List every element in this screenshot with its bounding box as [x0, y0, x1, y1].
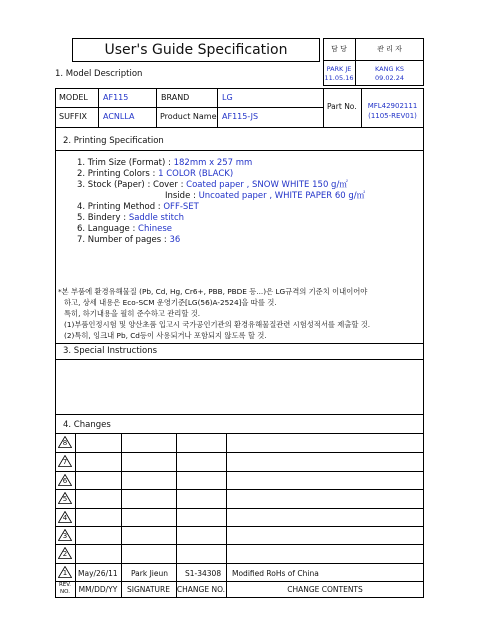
spec-item: 6. Language : Chinese — [77, 224, 172, 234]
approval-col2-date: 09.02.24 — [375, 74, 404, 82]
approval-col1-date: 11.05.16 — [324, 74, 354, 82]
revision-triangle-icon: 8 — [58, 436, 72, 448]
approval-col2-name: KANG KS — [375, 65, 404, 73]
part-no-label: Part No. — [327, 102, 357, 111]
approval-col2-label: 관 리 자 — [377, 45, 402, 53]
change-number: S1-34308 — [185, 569, 222, 578]
changes-heading: 4. Changes — [63, 420, 111, 430]
approval-col1-name: PARK JE — [326, 65, 352, 73]
spec-item: 7. Number of pages : 36 — [77, 235, 181, 245]
model-label: MODEL — [59, 93, 88, 102]
spec-item: 5. Bindery : Saddle stitch — [77, 213, 185, 223]
spec-item: Inside : Uncoated paper , WHITE PAPER 60 g/㎡ — [165, 191, 366, 201]
footer-change-no-label: CHANGE NO. — [176, 585, 226, 594]
footer-signature-label: SIGNATURE — [127, 585, 170, 594]
spec-item: 3. Stock (Paper) : Cover : Coated paper , SNOW WHITE 150 g/㎡ — [77, 180, 348, 190]
suffix-value: ACNLLA — [103, 112, 135, 121]
approval-col1-label: 담 당 — [331, 45, 347, 53]
product-name-value: AF115-JS — [222, 112, 259, 121]
footer-contents-label: CHANGE CONTENTS — [287, 585, 363, 594]
footer-rev-label: REV. — [58, 582, 72, 588]
revision-triangle-icon: 4 — [58, 511, 72, 523]
footer-date-label: MM/DD/YY — [78, 585, 118, 594]
footer-no-label: NO. — [60, 589, 70, 595]
brand-label: BRAND — [161, 93, 190, 102]
change-date: May/26/11 — [78, 569, 118, 578]
note-line: (1)부품인정시험 및 양산초품 입고시 국가공인기관의 환경유해물질관련 시험성적서를 제출할 것. — [64, 320, 371, 329]
part-no-revision: (1105-REV01) — [368, 112, 417, 120]
note-line: 하고, 상세 내용은 Eco-SCM 운영기준[LG(56)A-2524]을 따를 것. — [64, 298, 277, 307]
note-line: (2)특히, 잉크내 Pb, Cd등이 사용되거나 포함되지 않도록 할 것. — [64, 331, 267, 340]
model-value: AF115 — [103, 93, 129, 102]
spec-item: 4. Printing Method : OFF-SET — [77, 202, 199, 212]
note-line: 특히, 하기내용을 필히 준수하고 관리할 것. — [64, 309, 201, 318]
note-line: *본 부품에 환경유해물질 (Pb, Cd, Hg, Cr6+, PBB, PBDE 등...)은 LG규격의 기준치 이내이어야 — [58, 287, 368, 296]
page-title: User's Guide Specification — [104, 42, 288, 58]
product-name-label: Product Name — [160, 112, 217, 121]
revision-triangle-icon: 2 — [58, 547, 72, 559]
suffix-label: SUFFIX — [59, 112, 87, 121]
revision-triangle-icon: 1 — [58, 566, 72, 578]
revision-triangle-icon: 5 — [58, 492, 72, 504]
special-instructions-heading: 3. Special Instructions — [63, 346, 158, 356]
part-no-value: MFL42902111 — [367, 102, 418, 110]
change-signature: Park Jieun — [131, 569, 169, 578]
revision-triangle-icon: 6 — [58, 474, 72, 486]
model-section-label: 1. Model Description — [55, 69, 143, 79]
spec-item: 2. Printing Colors : 1 COLOR (BLACK) — [77, 169, 234, 179]
brand-value: LG — [222, 93, 233, 102]
printing-spec-heading: 2. Printing Specification — [63, 136, 164, 146]
spec-item: 1. Trim Size (Format) : 182mm x 257 mm — [77, 158, 253, 168]
revision-triangle-icon: 7 — [58, 455, 72, 467]
revision-triangle-icon: 3 — [58, 529, 72, 541]
change-contents: Modified RoHs of China — [232, 569, 319, 578]
